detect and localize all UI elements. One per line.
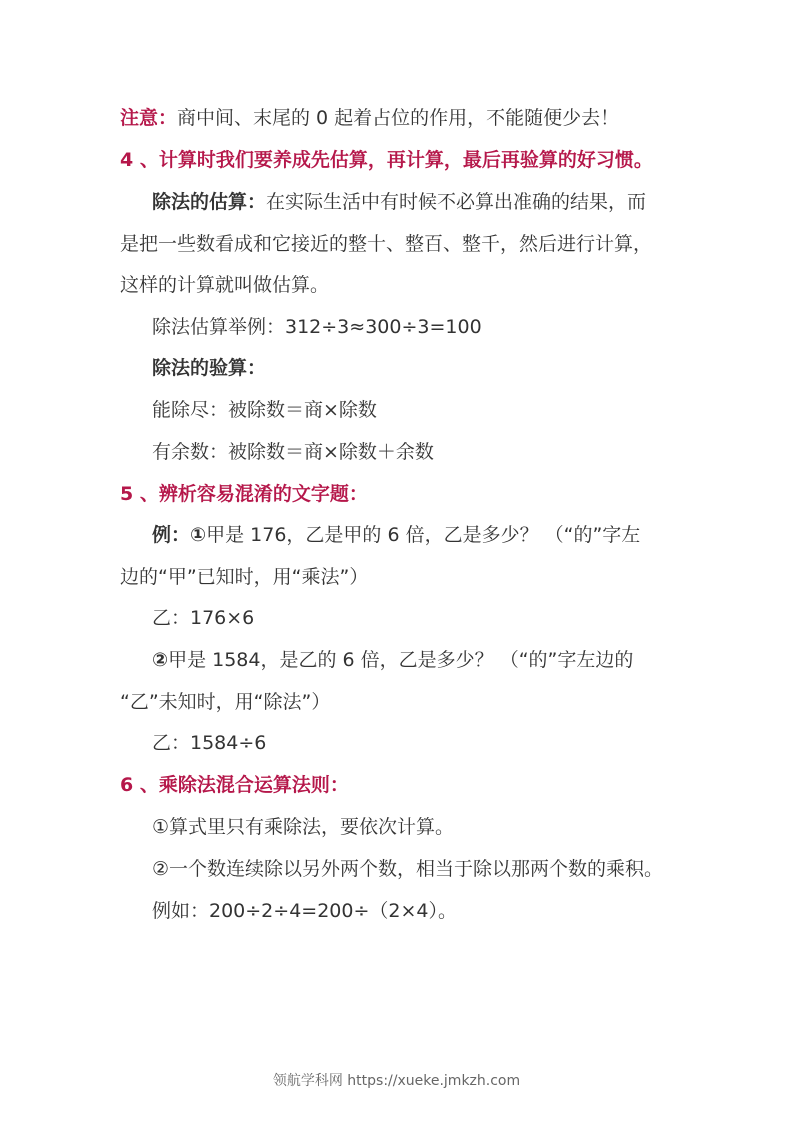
- question2-marker: ②: [152, 649, 169, 671]
- section4-heading: 4 、计算时我们要养成先估算，再计算，最后再验算的好习惯。: [120, 149, 653, 171]
- question1-marker: ①: [190, 524, 207, 546]
- rule1: ①算式里只有乘除法，要依次计算。: [152, 816, 455, 838]
- section5-heading: 5 、辨析容易混淆的文字题：: [120, 483, 368, 505]
- note-line: [120, 105, 619, 131]
- section6-heading: 6 、乘除法混合运算法则：: [120, 774, 349, 796]
- question2-line-2: “乙”未知时，用“除法”）: [120, 691, 331, 713]
- question1-line-2: 边的“甲”已知时，用“乘法”）: [120, 566, 369, 588]
- question2-text-1: 甲是 1584，是乙的 6 倍，乙是多少？ （“的”字左边的: [168, 649, 634, 671]
- estimation-text-1: 在实际生活中有时候不必算出准确的结果，而: [266, 191, 647, 213]
- answer1: 乙：176×6: [152, 607, 255, 629]
- example-label: 例：: [152, 524, 191, 546]
- estimation-label: 除法的估算：: [152, 191, 267, 213]
- question1-line-1: [152, 522, 640, 548]
- rule-example: 例如：200÷2÷4=200÷（2×4）。: [152, 900, 457, 922]
- check-remainder: 有余数：被除数＝商×除数＋余数: [152, 441, 434, 463]
- check-label: 除法的验算：: [152, 357, 267, 379]
- estimation-example: 除法估算举例：312÷3≈300÷3=100: [152, 316, 482, 338]
- check-exact: 能除尽：被除数＝商×除数: [152, 399, 377, 421]
- estimation-line-3: 这样的计算就叫做估算。: [120, 274, 330, 296]
- question1-text-1: 甲是 176，乙是甲的 6 倍，乙是多少？ （“的”字左: [206, 524, 641, 546]
- rule2: ②一个数连续除以另外两个数，相当于除以那两个数的乘积。: [152, 858, 664, 880]
- page-footer: 领航学科网 https://xueke.jmkzh.com: [272, 1073, 521, 1089]
- estimation-line-2: 是把一些数看成和它接近的整十、整百、整千，然后进行计算，: [120, 233, 653, 255]
- note-label: 注意：: [120, 107, 178, 129]
- note-text: 商中间、末尾的 0 起着占位的作用，不能随便少去！: [177, 107, 620, 129]
- estimation-line-1: [152, 189, 646, 215]
- question2-line-1: [152, 647, 633, 673]
- answer2: 乙：1584÷6: [152, 732, 267, 754]
